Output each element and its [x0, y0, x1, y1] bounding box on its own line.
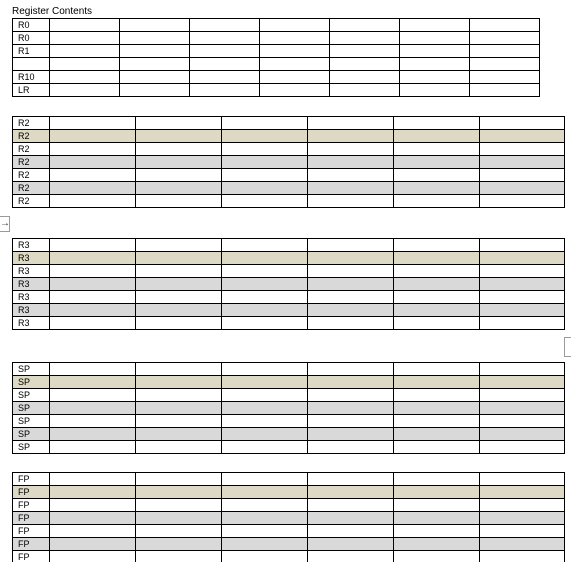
table-cell[interactable]	[394, 525, 480, 538]
table-cell[interactable]	[136, 195, 222, 208]
table-cell[interactable]	[50, 512, 136, 525]
table-cell[interactable]	[136, 130, 222, 143]
table-cell[interactable]	[136, 538, 222, 551]
table-row	[13, 538, 565, 551]
table-cell[interactable]	[480, 195, 565, 208]
table-cell[interactable]	[120, 84, 190, 97]
table-cell[interactable]	[50, 473, 136, 486]
table-row	[13, 499, 565, 512]
table-cell[interactable]	[222, 291, 308, 304]
table-row	[13, 130, 565, 143]
row-label-cell[interactable]: R2	[13, 130, 50, 143]
table-cell[interactable]	[308, 428, 394, 441]
table-row	[13, 195, 565, 208]
row-label-cell[interactable]: R3	[13, 239, 50, 252]
table-cell[interactable]	[50, 376, 136, 389]
table-cell[interactable]	[222, 538, 308, 551]
table-cell[interactable]	[308, 278, 394, 291]
row-label-cell[interactable]: SP	[13, 363, 50, 376]
table-cell[interactable]	[400, 45, 470, 58]
table-cell[interactable]	[470, 58, 540, 71]
table-cell[interactable]	[50, 402, 136, 415]
table-row	[13, 84, 540, 97]
table-cell[interactable]	[136, 363, 222, 376]
table-cell[interactable]	[136, 317, 222, 330]
row-label-cell[interactable]: SP	[13, 402, 50, 415]
table-row	[13, 376, 565, 389]
table-cell[interactable]	[136, 239, 222, 252]
row-label-cell[interactable]: FP	[13, 486, 50, 499]
table-move-handle-icon[interactable]: →	[0, 216, 10, 232]
table-cell[interactable]	[330, 19, 400, 32]
table-cell[interactable]	[308, 512, 394, 525]
table-cell[interactable]	[394, 317, 480, 330]
table-cell[interactable]	[308, 291, 394, 304]
table-cell[interactable]	[50, 239, 136, 252]
table-cell[interactable]	[222, 512, 308, 525]
table-cell[interactable]	[50, 156, 136, 169]
table-cell[interactable]	[50, 291, 136, 304]
table-row	[13, 363, 565, 376]
table-cell[interactable]	[470, 45, 540, 58]
table-cell[interactable]	[394, 195, 480, 208]
table-cell[interactable]	[50, 58, 120, 71]
table-cell[interactable]	[50, 415, 136, 428]
table-cell[interactable]	[330, 32, 400, 45]
table-cell[interactable]	[394, 291, 480, 304]
table-cell[interactable]	[480, 389, 565, 402]
table-cell[interactable]	[330, 45, 400, 58]
row-label-cell[interactable]: SP	[13, 441, 50, 454]
table-cell[interactable]	[394, 402, 480, 415]
table-cell[interactable]	[480, 143, 565, 156]
table-cell[interactable]	[480, 130, 565, 143]
table-cell[interactable]	[190, 58, 260, 71]
table-row	[13, 402, 565, 415]
row-label-cell[interactable]: R3	[13, 317, 50, 330]
table-cell[interactable]	[308, 389, 394, 402]
row-label-cell[interactable]: FP	[13, 538, 50, 551]
table-cell[interactable]	[136, 117, 222, 130]
table-row	[13, 182, 565, 195]
table-cell[interactable]	[308, 239, 394, 252]
table-cell[interactable]	[480, 252, 565, 265]
table-cell[interactable]	[480, 499, 565, 512]
table-cell[interactable]	[308, 499, 394, 512]
table-cell[interactable]	[394, 363, 480, 376]
table-cell[interactable]	[222, 195, 308, 208]
table-cell[interactable]	[190, 32, 260, 45]
table-cell[interactable]	[480, 486, 565, 499]
table-cell[interactable]	[480, 182, 565, 195]
table-cell[interactable]	[260, 19, 330, 32]
table-row	[13, 169, 565, 182]
table-cell[interactable]	[50, 71, 120, 84]
table-cell[interactable]	[308, 130, 394, 143]
table-cell[interactable]	[50, 84, 120, 97]
row-label-cell[interactable]: SP	[13, 415, 50, 428]
table-row	[13, 19, 540, 32]
table-cell[interactable]	[50, 117, 136, 130]
table-cell[interactable]	[394, 415, 480, 428]
table-row	[13, 428, 565, 441]
row-label-cell[interactable]: R2	[13, 195, 50, 208]
table-cell[interactable]	[222, 499, 308, 512]
table-cell[interactable]	[394, 441, 480, 454]
table-cell[interactable]	[50, 32, 120, 45]
table-cell[interactable]	[260, 84, 330, 97]
table-row	[13, 441, 565, 454]
table-row	[13, 525, 565, 538]
table-cell[interactable]	[480, 169, 565, 182]
table-cell[interactable]	[308, 156, 394, 169]
resize-handle-icon[interactable]	[564, 337, 571, 357]
table-cell[interactable]	[470, 19, 540, 32]
table-cell[interactable]	[308, 252, 394, 265]
table-cell[interactable]	[222, 265, 308, 278]
table-cell[interactable]	[394, 278, 480, 291]
table-cell[interactable]	[136, 428, 222, 441]
table-cell[interactable]	[120, 71, 190, 84]
table-cell[interactable]	[222, 317, 308, 330]
table-row	[13, 473, 565, 486]
table-cell[interactable]	[394, 182, 480, 195]
table-cell[interactable]	[50, 252, 136, 265]
sp-table	[12, 362, 565, 454]
table-cell[interactable]	[394, 428, 480, 441]
table-cell[interactable]	[308, 195, 394, 208]
table-cell[interactable]	[308, 304, 394, 317]
table-cell[interactable]	[400, 71, 470, 84]
table-cell[interactable]	[308, 363, 394, 376]
table-cell[interactable]	[190, 71, 260, 84]
row-label-cell[interactable]: FP	[13, 525, 50, 538]
row-label-cell[interactable]: R2	[13, 143, 50, 156]
table-cell[interactable]	[222, 239, 308, 252]
table-cell[interactable]	[222, 117, 308, 130]
row-label-cell[interactable]: FP	[13, 499, 50, 512]
table-row	[13, 71, 540, 84]
table-cell[interactable]	[50, 317, 136, 330]
table-cell[interactable]	[394, 265, 480, 278]
table-cell[interactable]	[136, 525, 222, 538]
table-cell[interactable]	[394, 117, 480, 130]
table-cell[interactable]	[394, 512, 480, 525]
table-cell[interactable]	[480, 538, 565, 551]
table-cell[interactable]	[308, 402, 394, 415]
row-label-cell[interactable]: R3	[13, 304, 50, 317]
table-cell[interactable]	[50, 143, 136, 156]
table-cell[interactable]	[50, 441, 136, 454]
table-cell[interactable]	[120, 19, 190, 32]
table-cell[interactable]	[136, 156, 222, 169]
table-cell[interactable]	[480, 304, 565, 317]
table-cell[interactable]	[308, 415, 394, 428]
row-label-cell[interactable]: R2	[13, 156, 50, 169]
fp-table	[12, 472, 565, 564]
table-cell[interactable]	[190, 19, 260, 32]
row-label-cell[interactable]: SP	[13, 389, 50, 402]
table-cell[interactable]	[394, 252, 480, 265]
table-cell[interactable]	[480, 428, 565, 441]
row-label-cell[interactable]: R2	[13, 169, 50, 182]
table-cell[interactable]	[136, 182, 222, 195]
table-cell[interactable]	[136, 499, 222, 512]
table-cell[interactable]	[222, 486, 308, 499]
table-cell[interactable]	[50, 265, 136, 278]
table-cell[interactable]	[222, 182, 308, 195]
table-cell[interactable]	[400, 19, 470, 32]
table-cell[interactable]	[480, 525, 565, 538]
table-cell[interactable]	[470, 71, 540, 84]
table-cell[interactable]	[480, 265, 565, 278]
table-row	[13, 389, 565, 402]
table-cell[interactable]	[50, 195, 136, 208]
table-cell[interactable]	[136, 376, 222, 389]
table-cell[interactable]	[394, 486, 480, 499]
table-cell[interactable]	[136, 473, 222, 486]
table-cell[interactable]	[394, 499, 480, 512]
table-cell[interactable]	[308, 525, 394, 538]
table-cell[interactable]	[136, 304, 222, 317]
table-cell[interactable]	[394, 304, 480, 317]
row-label-cell[interactable]	[13, 58, 50, 71]
table-cell[interactable]	[50, 363, 136, 376]
table-row	[13, 143, 565, 156]
table-cell[interactable]	[136, 402, 222, 415]
row-label-cell[interactable]: FP	[13, 551, 50, 564]
table-cell[interactable]	[222, 304, 308, 317]
table-cell[interactable]	[480, 512, 565, 525]
r3-table	[12, 238, 565, 330]
table-row	[13, 32, 540, 45]
row-label-cell[interactable]: R0	[13, 32, 50, 45]
table-cell[interactable]	[222, 389, 308, 402]
table-cell[interactable]	[260, 45, 330, 58]
table-cell[interactable]	[480, 473, 565, 486]
table-cell[interactable]	[50, 499, 136, 512]
table-cell[interactable]	[136, 265, 222, 278]
table-cell[interactable]	[222, 252, 308, 265]
table-cell[interactable]	[480, 317, 565, 330]
row-label-cell[interactable]: FP	[13, 473, 50, 486]
table-cell[interactable]	[400, 58, 470, 71]
table-cell[interactable]	[120, 32, 190, 45]
table-cell[interactable]	[330, 71, 400, 84]
table-cell[interactable]	[222, 130, 308, 143]
table-cell[interactable]	[480, 363, 565, 376]
table-cell[interactable]	[222, 415, 308, 428]
table-cell[interactable]	[394, 169, 480, 182]
table-row	[13, 486, 565, 499]
table-cell[interactable]	[136, 143, 222, 156]
table-cell[interactable]	[308, 473, 394, 486]
table-row	[13, 45, 540, 58]
table-cell[interactable]	[190, 84, 260, 97]
table-cell[interactable]	[222, 525, 308, 538]
row-label-cell[interactable]: R0	[13, 19, 50, 32]
table-cell[interactable]	[50, 428, 136, 441]
table-cell[interactable]	[470, 84, 540, 97]
table-cell[interactable]	[136, 278, 222, 291]
table-cell[interactable]	[50, 304, 136, 317]
table-row	[13, 317, 565, 330]
row-label-cell[interactable]: LR	[13, 84, 50, 97]
table-row	[13, 265, 565, 278]
table-cell[interactable]	[222, 473, 308, 486]
row-label-cell[interactable]: R3	[13, 252, 50, 265]
table-row	[13, 291, 565, 304]
row-label-cell[interactable]: R3	[13, 291, 50, 304]
table-cell[interactable]	[470, 32, 540, 45]
table-cell[interactable]	[394, 239, 480, 252]
table-row	[13, 415, 565, 428]
row-label-cell[interactable]: R10	[13, 71, 50, 84]
table-cell[interactable]	[308, 486, 394, 499]
table-cell[interactable]	[400, 84, 470, 97]
table-cell[interactable]	[400, 32, 470, 45]
table-cell[interactable]	[136, 415, 222, 428]
table-cell[interactable]	[308, 376, 394, 389]
table-cell[interactable]	[136, 441, 222, 454]
register-contents-table	[12, 18, 540, 97]
table-cell[interactable]	[260, 32, 330, 45]
table-cell[interactable]	[136, 169, 222, 182]
table-cell[interactable]	[394, 538, 480, 551]
table-row	[13, 512, 565, 525]
table-cell[interactable]	[394, 143, 480, 156]
row-label-cell[interactable]: R3	[13, 278, 50, 291]
table-cell[interactable]	[308, 538, 394, 551]
table-cell[interactable]	[50, 486, 136, 499]
table-cell[interactable]	[394, 130, 480, 143]
row-label-cell[interactable]: FP	[13, 512, 50, 525]
table-cell[interactable]	[330, 84, 400, 97]
table-cell[interactable]	[480, 402, 565, 415]
table-cell[interactable]	[136, 389, 222, 402]
table-cell[interactable]	[50, 19, 120, 32]
table-cell[interactable]	[136, 291, 222, 304]
table-cell[interactable]	[260, 58, 330, 71]
table-row	[13, 156, 565, 169]
table-cell[interactable]	[50, 45, 120, 58]
table-cell[interactable]	[308, 317, 394, 330]
table-cell[interactable]	[308, 265, 394, 278]
table-cell[interactable]	[480, 291, 565, 304]
row-label-cell[interactable]: SP	[13, 428, 50, 441]
table-cell[interactable]	[308, 169, 394, 182]
table-cell[interactable]	[394, 389, 480, 402]
table-cell[interactable]	[50, 538, 136, 551]
table-cell[interactable]	[222, 278, 308, 291]
table-cell[interactable]	[308, 182, 394, 195]
row-label-cell[interactable]: R2	[13, 182, 50, 195]
table-cell[interactable]	[480, 415, 565, 428]
table-cell[interactable]	[308, 143, 394, 156]
r2-table	[12, 116, 565, 208]
table-cell[interactable]	[222, 143, 308, 156]
table-cell[interactable]	[50, 525, 136, 538]
table-cell[interactable]	[136, 486, 222, 499]
table-row	[13, 239, 565, 252]
table-cell[interactable]	[260, 71, 330, 84]
table-cell[interactable]	[222, 428, 308, 441]
table-cell[interactable]	[480, 278, 565, 291]
table-cell[interactable]	[308, 441, 394, 454]
table-cell[interactable]	[50, 389, 136, 402]
table-cell[interactable]	[120, 58, 190, 71]
table-cell[interactable]	[394, 156, 480, 169]
table-cell[interactable]	[50, 130, 136, 143]
table-cell[interactable]	[330, 58, 400, 71]
table-row	[13, 278, 565, 291]
table-cell[interactable]	[120, 45, 190, 58]
table-cell[interactable]	[50, 182, 136, 195]
table-cell[interactable]	[50, 169, 136, 182]
table-cell[interactable]	[50, 278, 136, 291]
table-cell[interactable]	[222, 376, 308, 389]
page-title: Register Contents	[12, 6, 93, 17]
table-cell[interactable]	[222, 441, 308, 454]
row-label-cell[interactable]: R2	[13, 117, 50, 130]
table-cell[interactable]	[480, 117, 565, 130]
table-cell[interactable]	[394, 473, 480, 486]
table-cell[interactable]	[222, 169, 308, 182]
table-cell[interactable]	[136, 512, 222, 525]
row-label-cell[interactable]: R1	[13, 45, 50, 58]
table-cell[interactable]	[308, 117, 394, 130]
table-row	[13, 117, 565, 130]
table-cell[interactable]	[480, 156, 565, 169]
table-cell[interactable]	[222, 402, 308, 415]
table-cell[interactable]	[480, 239, 565, 252]
table-row	[13, 252, 565, 265]
table-cell[interactable]	[190, 45, 260, 58]
table-cell[interactable]	[222, 363, 308, 376]
table-row	[13, 304, 565, 317]
table-cell[interactable]	[394, 376, 480, 389]
table-cell[interactable]	[480, 376, 565, 389]
table-cell[interactable]	[480, 441, 565, 454]
row-label-cell[interactable]: R3	[13, 265, 50, 278]
row-label-cell[interactable]: SP	[13, 376, 50, 389]
table-cell[interactable]	[136, 252, 222, 265]
table-row	[13, 58, 540, 71]
table-cell[interactable]	[222, 156, 308, 169]
